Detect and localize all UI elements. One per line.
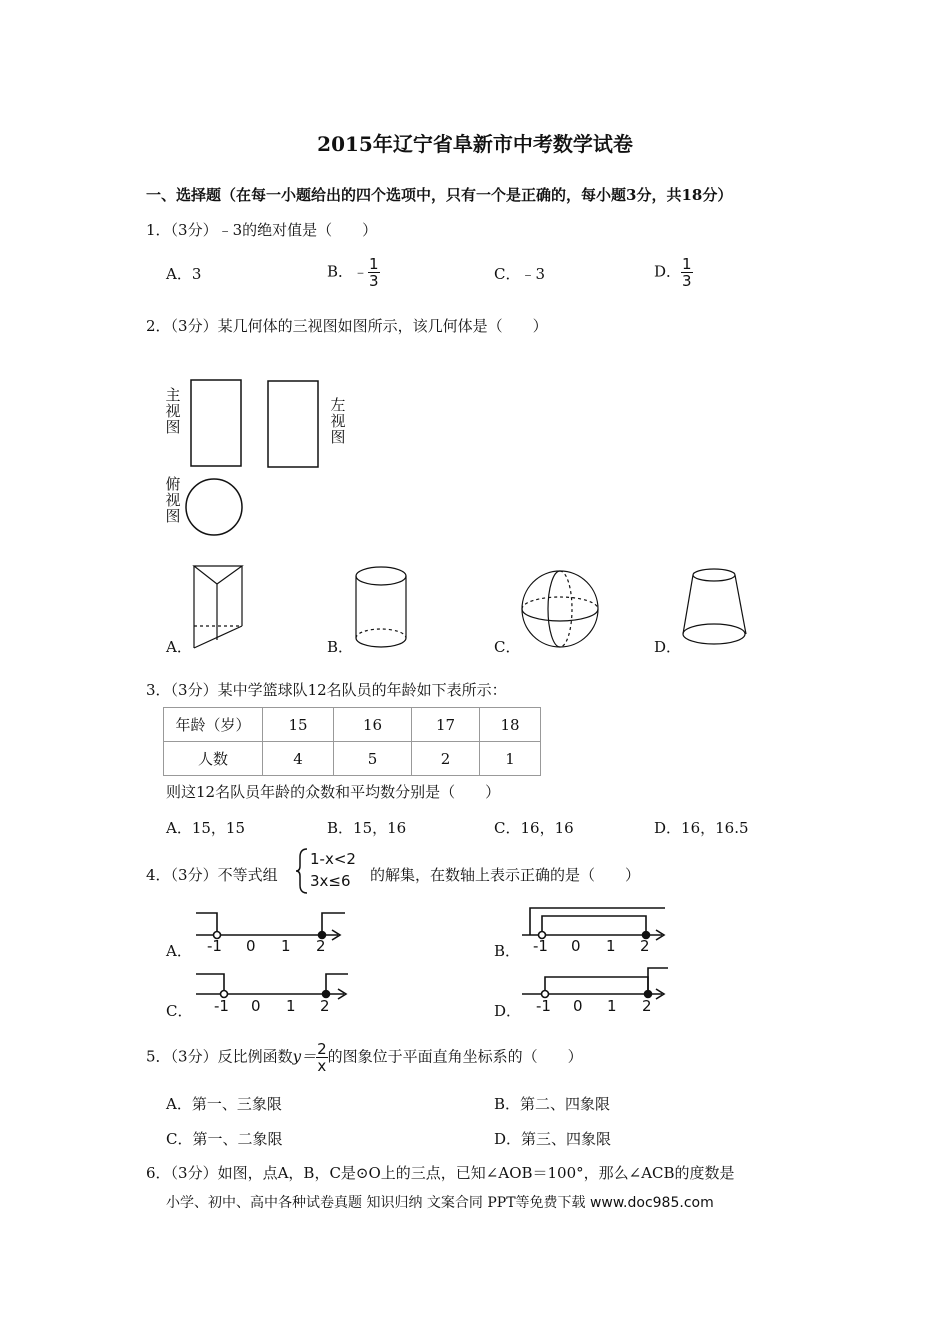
number-line-d <box>522 968 668 999</box>
q2-option-b: B． <box>327 638 354 656</box>
number-line-b <box>522 908 665 940</box>
table-cell: 5 <box>334 742 412 776</box>
tick-label: 2 <box>316 937 326 955</box>
table-cell: 年龄（岁） <box>164 708 263 742</box>
section-heading: 一、选择题（在每一小题给出的四个选项中，只有一个是正确的，每小题3分，共18分） <box>146 186 733 204</box>
q5-option-c: C．第一、二象限 <box>166 1130 283 1148</box>
inequality-1: 1-x<2 <box>310 850 356 868</box>
tick-label: 0 <box>246 937 256 955</box>
q3-option-a: A．15，15 <box>166 819 246 837</box>
label-char: 主 <box>165 386 181 404</box>
function-fraction <box>316 1041 328 1074</box>
q3-option-d: D．16，16.5 <box>654 819 749 837</box>
question-3-stem: 3．（3分）某中学篮球队12名队员的年龄如下表所示： <box>146 681 507 699</box>
tick-label: 0 <box>571 937 581 955</box>
question-4-stem-suffix: 的解集，在数轴上表示正确的是（ ） <box>370 866 641 884</box>
fraction-numerator: 1 <box>682 255 692 273</box>
page-footer <box>166 1192 714 1212</box>
q3-option-c: C．16，16 <box>494 819 574 837</box>
q1-option-a: A．3 <box>166 265 202 283</box>
fraction-denominator: 3 <box>682 272 692 290</box>
q2-option-c: C． <box>494 638 521 656</box>
question-6-stem: 6．（3分）如图，点A，B，C是⊙O上的三点，已知∠AOB＝100°，那么∠ACB的度数是 <box>146 1164 735 1182</box>
q5-option-b: B．第二、四象限 <box>494 1095 611 1113</box>
fraction-numerator: 1 <box>369 255 379 273</box>
q4-option-b: B． <box>494 942 521 960</box>
question-5-suffix: 的图象位于平面直角坐标系的（ ） <box>327 1047 583 1066</box>
footer-url[interactable]: www.doc985.com <box>589 1195 714 1211</box>
tick-label: 0 <box>251 997 261 1015</box>
fraction-denominator: x <box>317 1057 327 1075</box>
q1-option-b-label: B．﹣ <box>327 262 369 281</box>
inequality-2: 3x≤6 <box>310 872 351 890</box>
question-1-stem: 1．（3分）﹣3的绝对值是（ ） <box>146 221 378 239</box>
tick-label: 1 <box>286 997 296 1015</box>
q1-option-d-label: D． <box>654 262 682 281</box>
tick-label: -1 <box>536 997 551 1015</box>
table-cell: 16 <box>334 708 412 742</box>
q2-option-a: A． <box>166 638 192 656</box>
label-char: 视 <box>165 491 181 509</box>
label-char: 图 <box>165 507 181 525</box>
label-char: 图 <box>165 418 181 436</box>
table-cell: 15 <box>263 708 334 742</box>
question-5-prefix: 5．（3分）反比例函数 <box>146 1047 293 1066</box>
fraction-numerator: 2 <box>317 1040 327 1058</box>
tick-label: 2 <box>642 997 652 1015</box>
table-cell: 18 <box>480 708 541 742</box>
footer-text: 小学、初中、高中各种试卷真题 知识归纳 文案合同 PPT等免费下载 <box>166 1195 586 1211</box>
number-line-c <box>196 974 348 999</box>
tick-label: -1 <box>533 937 548 955</box>
q5-option-d: D．第三、四象限 <box>494 1130 612 1148</box>
tick-label: -1 <box>207 937 222 955</box>
table-cell: 1 <box>480 742 541 776</box>
q1-option-c: C．﹣3 <box>494 265 546 283</box>
label-char: 视 <box>330 412 346 430</box>
tick-label: 1 <box>281 937 291 955</box>
question-2-stem: 2．（3分）某几何体的三视图如图所示，该几何体是（ ） <box>146 317 548 335</box>
tick-label: -1 <box>214 997 229 1015</box>
q4-option-d: D． <box>494 1002 522 1020</box>
tick-label: 1 <box>607 997 617 1015</box>
table-cell: 17 <box>412 708 480 742</box>
tick-label: 1 <box>606 937 616 955</box>
tick-label: 2 <box>320 997 330 1015</box>
tick-label: 2 <box>640 937 650 955</box>
q2-option-d: D． <box>654 638 682 656</box>
question-5-stem <box>146 1041 583 1074</box>
q3-option-b: B．15，16 <box>327 819 407 837</box>
question-3-followup: 则这12名队员年龄的众数和平均数分别是（ ） <box>166 783 501 801</box>
number-line-a <box>196 913 345 940</box>
exam-title: 2015年辽宁省阜新市中考数学试卷 <box>317 132 633 156</box>
table-cell: 4 <box>263 742 334 776</box>
table-cell: 人数 <box>164 742 263 776</box>
fraction-denominator: 3 <box>369 272 379 290</box>
label-char: 视 <box>165 402 181 420</box>
q4-option-c: C． <box>166 1002 193 1020</box>
tick-label: 0 <box>573 997 583 1015</box>
function-lhs: y＝ <box>292 1047 317 1066</box>
label-char: 俯 <box>165 475 181 493</box>
table-cell: 2 <box>412 742 480 776</box>
question-4-stem-prefix: 4．（3分）不等式组 <box>146 866 278 884</box>
label-char: 图 <box>330 428 346 446</box>
q4-option-a: A． <box>166 942 192 960</box>
q5-option-a: A．第一、三象限 <box>166 1095 282 1113</box>
label-char: 左 <box>330 396 346 414</box>
